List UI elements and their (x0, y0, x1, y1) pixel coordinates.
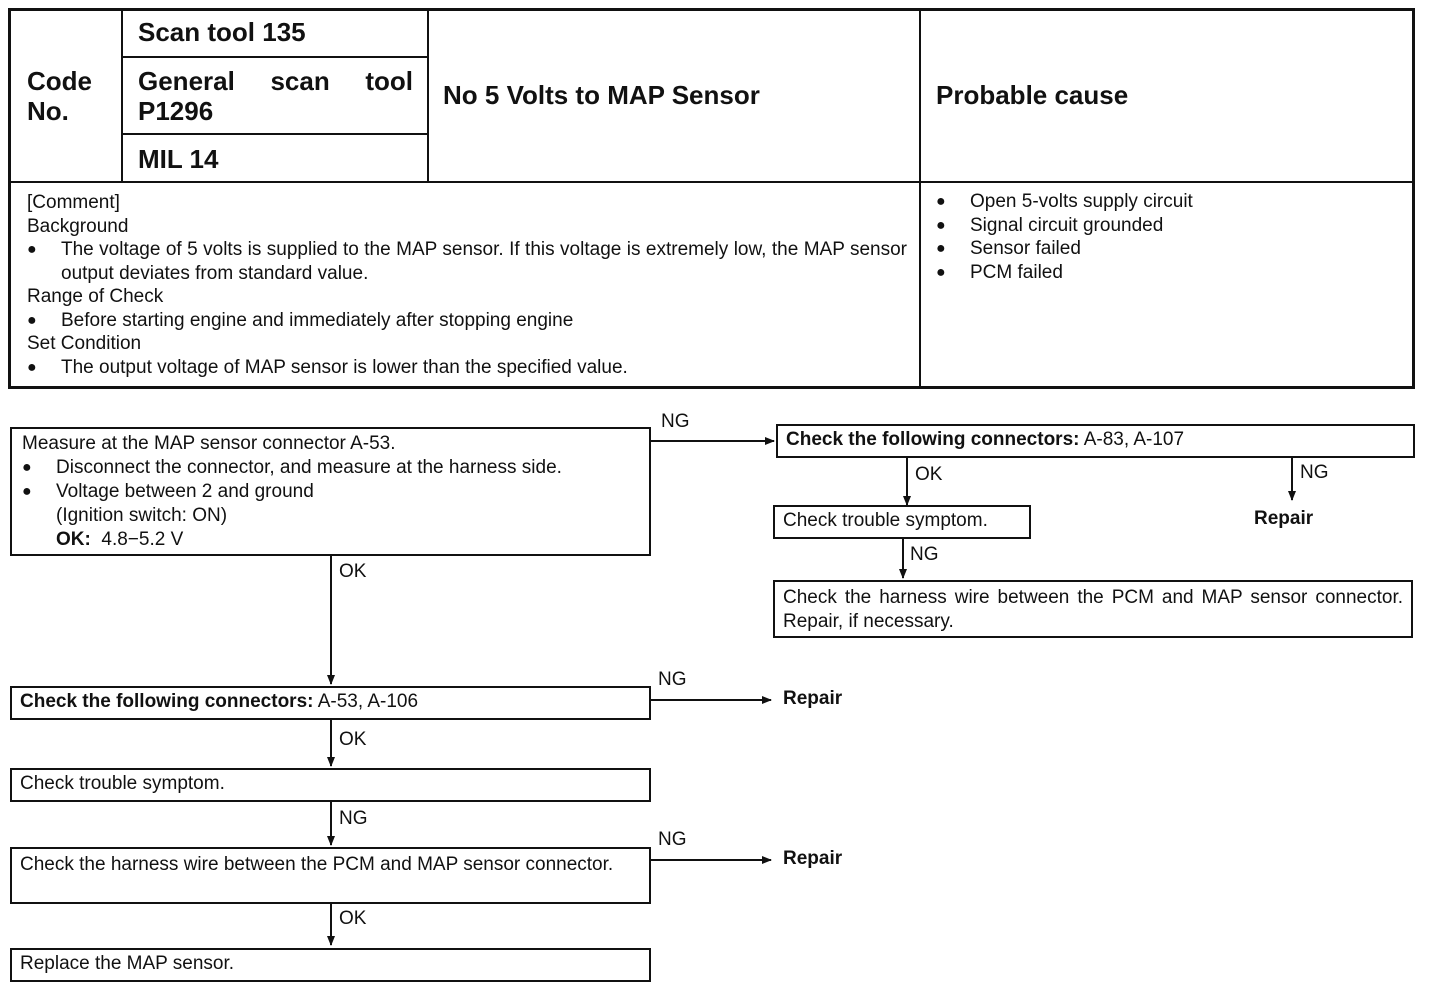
ok-label: OK (339, 729, 367, 750)
bullet-icon: ● (27, 311, 37, 329)
set-condition-text: The output voltage of MAP sensor is lower than the specified value. (61, 356, 628, 378)
general-scan-tool-code: General scan tool P1296 (138, 66, 413, 126)
cause-text: Signal circuit grounded (970, 214, 1164, 236)
ok-value: 4.8−5.2 V (101, 529, 184, 550)
ok-label: OK: (56, 529, 91, 550)
cause-text: PCM failed (970, 261, 1063, 283)
trouble-symptom-box (773, 505, 1031, 539)
comment-heading: [Comment] (27, 192, 120, 213)
repair-label: Repair (1254, 508, 1314, 529)
ng-label: NG (661, 411, 690, 432)
bullet-icon: ● (936, 216, 946, 234)
step1-ok-spec (22, 528, 639, 552)
bullet-icon: ● (936, 193, 946, 210)
bullet-icon: ● (27, 358, 37, 376)
range-heading: Range of Check (27, 286, 164, 307)
bullet-icon: ● (22, 483, 32, 500)
step5-replace-box (10, 948, 651, 982)
step4-text: Check the harness wire between the PCM and MAP sensor connector. (20, 854, 614, 875)
trouble-symptom-text: Check trouble symptom. (783, 510, 988, 531)
step1-item: Voltage between 2 and ground (56, 481, 314, 502)
check-connectors-box (776, 424, 1415, 458)
harness-check-text: Check the harness wire between the PCM and MAP sensor connector. Repair, if necessary. (783, 587, 1403, 632)
list-item (22, 480, 639, 504)
range-text: Before starting engine and immediately after stopping engine (61, 309, 574, 331)
ng-label: NG (910, 544, 939, 565)
ok-label: OK (339, 561, 367, 582)
ok-label: OK (915, 464, 943, 485)
mil-code: MIL 14 (138, 144, 219, 174)
step2-label: Check the following connectors: (20, 691, 314, 712)
repair-label: Repair (783, 688, 843, 709)
step3-trouble-box (10, 768, 651, 802)
ok-label: OK (339, 908, 367, 929)
background-heading: Background (27, 215, 129, 237)
bullet-icon: ● (936, 240, 946, 257)
ng-label: NG (1300, 462, 1329, 483)
step2-connectors-box (10, 686, 651, 720)
ng-label: NG (658, 669, 687, 690)
step4-harness-box (10, 847, 651, 904)
scan-tool-code: Scan tool 135 (138, 17, 306, 47)
step5-text: Replace the MAP sensor. (20, 953, 235, 974)
ng-label: NG (658, 829, 687, 850)
probable-cause-heading: Probable cause (936, 80, 1129, 110)
step3-text: Check trouble symptom. (20, 773, 225, 794)
list-item (22, 456, 639, 480)
step1-measure-box (10, 427, 651, 556)
page-title: No 5 Volts to MAP Sensor (443, 80, 760, 110)
harness-check-box (773, 580, 1413, 638)
repair-label: Repair (783, 848, 843, 869)
check-connectors-label: Check the following connectors: (786, 429, 1080, 450)
step1-item: Disconnect the connector, and measure at the harness side. (56, 457, 562, 478)
code-no-label: Code No. (27, 66, 92, 126)
set-condition-heading: Set Condition (27, 333, 142, 354)
cause-text: Sensor failed (970, 238, 1081, 259)
bullet-icon: ● (936, 263, 946, 281)
check-connectors-value: A-83, A-107 (1083, 429, 1185, 450)
bullet-icon: ● (27, 241, 37, 258)
bullet-icon: ● (22, 459, 32, 476)
step1-title: Measure at the MAP sensor connector A-53. (22, 433, 396, 454)
ng-label: NG (339, 808, 368, 829)
step1-sub: (Ignition switch: ON) (56, 505, 228, 526)
step2-value: A-53, A-106 (317, 691, 419, 712)
cause-text: Open 5-volts supply circuit (970, 191, 1193, 212)
background-text: The voltage of 5 volts is supplied to the MAP sensor. If this voltage is extremely low, the MAP sensor output deviates from standard value. (61, 239, 907, 284)
